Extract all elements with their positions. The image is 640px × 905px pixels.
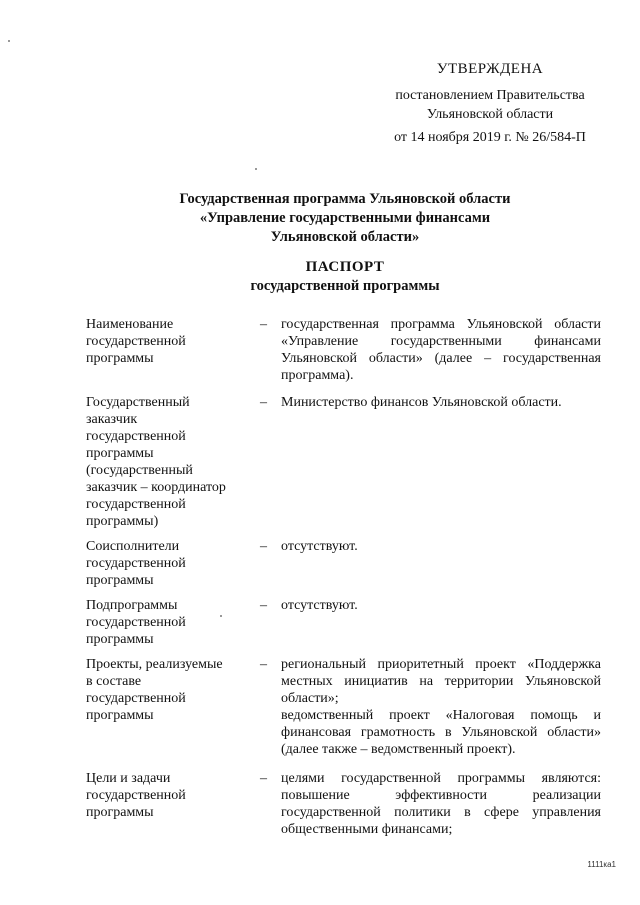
row-value-text: отсутствуют. [281,539,358,554]
row-label-line: заказчик – координатор [86,480,226,495]
row-dash: – [260,598,267,613]
row-label-line: Подпрограммы [86,598,178,613]
row-label [86,394,256,530]
passport-heading [90,258,600,296]
scan-speck [255,168,257,170]
program-title [90,190,600,247]
row-label-line: Цели и задачи [86,771,171,786]
scan-speck [8,40,10,42]
approval-region: Ульяновской области [426,107,554,122]
row-label-line: Наименование [86,317,174,332]
scan-speck [220,615,222,617]
row-label [86,597,256,648]
row-value [281,538,601,555]
row-value [281,770,601,838]
row-label-line: программы [86,351,154,366]
row-value-text: Министерство финансов Ульяновской области. [281,395,562,410]
row-label-line: в составе [86,674,142,689]
passport-title: ПАСПОРТ [305,259,385,275]
page-footer-code: 1111ка1 [587,860,616,869]
row-label [86,316,256,367]
row-label-line: государственной [86,691,186,706]
row-label-line: программы [86,446,154,461]
row-label [86,538,256,589]
row-value-text: отсутствуют. [281,598,358,613]
row-value-text: ведомственный проект «Налоговая помощь и финансовая грамотность в Ульяновской области» (далее также – ведомственный проект). [281,708,601,757]
row-label-line: государственной [86,429,186,444]
row-label-line: Государственный [86,395,190,410]
row-value [281,597,601,614]
approval-heading: УТВЕРЖДЕНА [436,61,544,77]
row-dash: – [260,771,267,786]
row-label-line: программы) [86,514,159,529]
row-dash: – [260,395,267,410]
row-label [86,770,256,821]
row-label-line: программы [86,805,154,820]
row-dash: – [260,657,267,672]
row-dash: – [260,539,267,554]
row-label-line: Проекты, реализуемые [86,657,223,672]
row-label-line: программы [86,708,154,723]
row-label-line: программы [86,632,154,647]
row-dash: – [260,317,267,332]
row-label-line: государственной [86,615,186,630]
row-label-line: государственной [86,497,186,512]
passport-subtitle: государственной программы [250,278,440,294]
program-title-line: Государственная программа Ульяновской области [179,191,511,207]
row-label-line: государственной [86,334,186,349]
row-value-text: региональный приоритетный проект «Поддержка местных инициатив на территории Ульяновской области»; [281,657,601,706]
row-label [86,656,256,724]
row-label-line: государственной [86,788,186,803]
row-value [281,656,601,758]
row-label-line: (государственный [86,463,193,478]
row-value [281,316,601,384]
row-label-line: программы [86,573,154,588]
row-label-line: государственной [86,556,186,571]
row-value-text: государственная программа Ульяновской области «Управление государственными финансами Ульяновской области» (далее – государственная программа). [281,317,601,383]
approval-decree: постановлением Правительства [395,88,585,103]
row-value-text: целями государственной программы являются: повышение эффективности реализации государственной политики в сфере управления общественными финансами; [281,771,601,837]
row-label-line: заказчик [86,412,138,427]
row-label-line: Соисполнители [86,539,180,554]
program-title-line: «Управление государственными финансами [199,210,491,226]
row-value [281,394,601,411]
approval-date: от 14 ноября 2019 г. № 26/584-П [394,130,586,145]
program-title-line: Ульяновской области» [270,229,420,245]
